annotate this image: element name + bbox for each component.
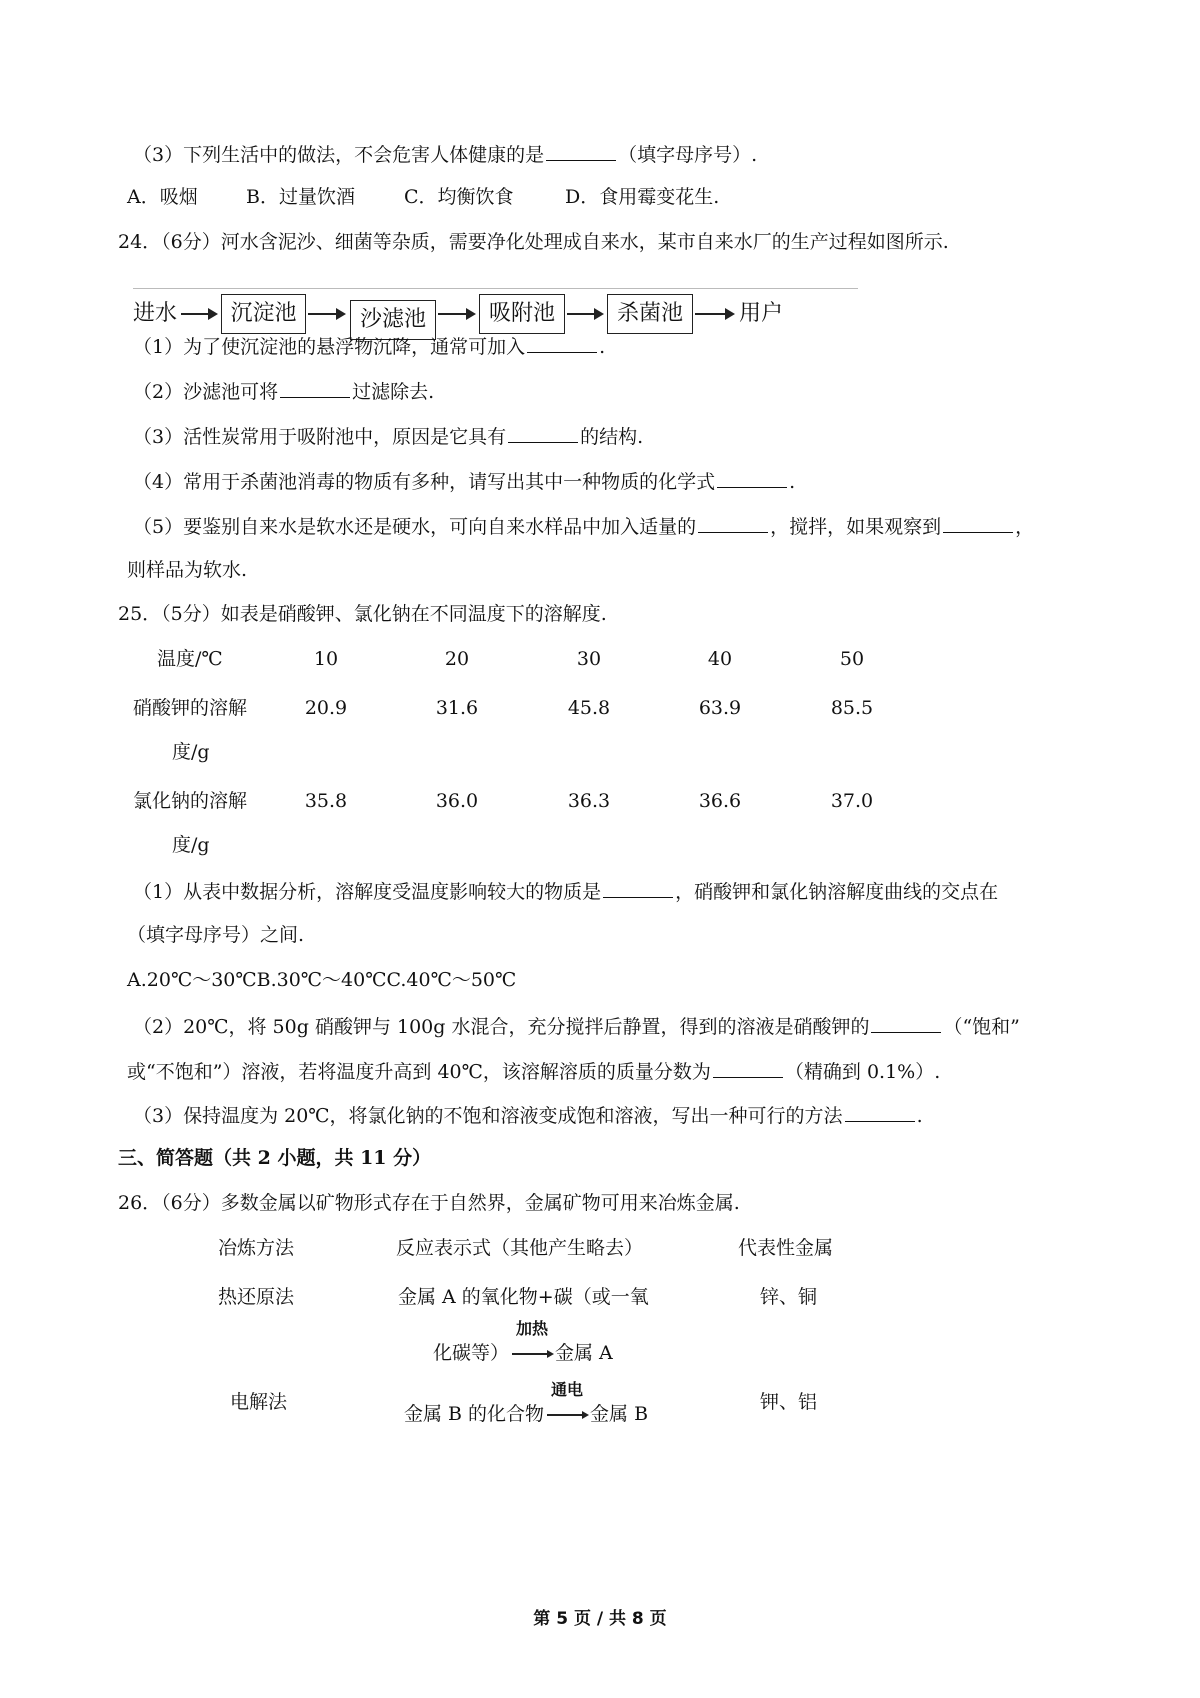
- expr-cell-line2: 化碳等） 加热 金属 A: [433, 1319, 613, 1364]
- q23-part3-tail: （填字母序号）.: [618, 144, 758, 166]
- expr-cell: 金属 B 的化合物 通电 金属 B: [404, 1380, 649, 1425]
- table-temp: 30: [576, 648, 602, 670]
- answer-blank[interactable]: [546, 140, 616, 161]
- answer-blank[interactable]: [508, 422, 578, 443]
- table-header-label: 温度/℃: [157, 648, 223, 670]
- flow-arrow: [695, 313, 733, 315]
- flow-start-label: 进水: [133, 301, 178, 326]
- method-cell: 热还原法: [218, 1286, 295, 1308]
- table-header: 冶炼方法: [218, 1237, 295, 1259]
- table-temp: 50: [839, 648, 865, 670]
- answer-blank[interactable]: [717, 467, 787, 488]
- answer-blank[interactable]: [280, 377, 350, 398]
- q25-part2-line2: 或“不饱和”）溶液，若将温度升高到 40℃，该溶解溶质的质量分数为 （精确到 0.1%）.: [127, 1057, 940, 1085]
- page-footer: 第 5 页 / 共 8 页: [533, 1609, 667, 1629]
- arrow-icon: [512, 1353, 552, 1355]
- table-row-label: 硝酸钾的溶解: [133, 697, 248, 719]
- flow-arrow: [438, 313, 474, 315]
- table-cell: 63.9: [698, 697, 742, 719]
- q24-part5-line2: 则样品为软水.: [127, 559, 248, 581]
- flow-end-label: 用户: [739, 301, 784, 326]
- table-row-label-cont: 度/g: [172, 741, 210, 763]
- metals-cell: 锌、铜: [760, 1286, 818, 1308]
- q23-part3-text: （3）下列生活中的做法，不会危害人体健康的是: [133, 144, 545, 166]
- table-header: 代表性金属: [738, 1237, 834, 1259]
- table-cell: 36.0: [435, 790, 479, 812]
- expr-cell: 金属 A 的氧化物+碳（或一氧: [398, 1286, 649, 1308]
- q23-option-a: A．吸烟: [127, 186, 198, 208]
- q24-stem: 24．（6分）河水含泥沙、细菌等杂质，需要净化处理成自来水，某市自来水厂的生产过程如图所示.: [118, 231, 949, 253]
- table-cell: 36.3: [567, 790, 611, 812]
- flow-arrow: [181, 313, 216, 315]
- q24-part2: （2）沙滤池可将 过滤除去.: [133, 377, 434, 405]
- q25-stem: 25．（5分）如表是硝酸钾、氯化钠在不同温度下的溶解度.: [118, 603, 607, 625]
- table-header: 反应表示式（其他产生略去）: [396, 1237, 644, 1259]
- table-temp: 40: [707, 648, 733, 670]
- q24-part5: （5）要鉴别自来水是软水还是硬水，可向自来水样品中加入适量的 ，搅拌，如果观察到 ，: [133, 512, 1034, 540]
- table-cell: 36.6: [698, 790, 742, 812]
- q25-part1-line2: （填字母序号）之间.: [127, 924, 305, 946]
- reaction-arrow: [545, 1380, 589, 1427]
- flow-arrow: [308, 313, 344, 315]
- answer-blank[interactable]: [603, 877, 673, 898]
- q25-part3: （3）保持温度为 20℃，将氯化钠的不饱和溶液变成饱和溶液，写出一种可行的方法 .: [133, 1101, 923, 1129]
- answer-blank[interactable]: [698, 512, 768, 533]
- q25-part2: （2）20℃，将 50g 硝酸钾与 100g 水混合，充分搅拌后静置，得到的溶液是硝酸钾的 （“饱和”: [133, 1012, 1020, 1040]
- flowchart-rule: [133, 288, 858, 289]
- table-temp: 20: [444, 648, 470, 670]
- q23-option-c: C．均衡饮食: [404, 186, 514, 208]
- condition-label: 加热: [516, 1319, 549, 1338]
- q24-part3: （3）活性炭常用于吸附池中，原因是它具有 的结构.: [133, 422, 643, 450]
- q26-stem: 26．（6分）多数金属以矿物形式存在于自然界，金属矿物可用来冶炼金属.: [118, 1192, 740, 1214]
- table-cell: 85.5: [830, 697, 874, 719]
- q25-part1-options: A.20℃～30℃B.30℃～40℃C.40℃～50℃: [127, 969, 517, 991]
- method-cell: 电解法: [230, 1391, 288, 1413]
- flow-box-sand-filter: 沙滤池: [350, 300, 436, 340]
- answer-blank[interactable]: [527, 332, 597, 353]
- q24-part4: （4）常用于杀菌池消毒的物质有多种，请写出其中一种物质的化学式 .: [133, 467, 795, 495]
- table-cell: 45.8: [567, 697, 611, 719]
- arrow-icon: [547, 1414, 587, 1416]
- flow-box-sterilization: 杀菌池: [607, 294, 693, 334]
- answer-blank[interactable]: [871, 1012, 941, 1033]
- answer-blank[interactable]: [713, 1057, 783, 1078]
- metals-cell: 钾、铝: [760, 1391, 818, 1413]
- flow-box-sedimentation: 沉淀池: [221, 294, 306, 334]
- table-cell: 20.9: [304, 697, 348, 719]
- table-row-label-cont: 度/g: [172, 834, 210, 856]
- table-cell: 37.0: [830, 790, 874, 812]
- q24-part1: （1）为了使沉淀池的悬浮物沉降，通常可加入 .: [133, 332, 605, 360]
- table-row-label: 氯化钠的溶解: [133, 790, 248, 812]
- reaction-arrow: [510, 1319, 554, 1366]
- table-temp: 10: [313, 648, 339, 670]
- q23-part3: [133, 140, 757, 168]
- q23-option-b: B．过量饮酒: [246, 186, 355, 208]
- condition-label: 通电: [551, 1380, 584, 1399]
- answer-blank[interactable]: [943, 512, 1013, 533]
- flow-arrow: [567, 313, 602, 315]
- q25-part1: （1）从表中数据分析，溶解度受温度影响较大的物质是 ，硝酸钾和氯化钠溶解度曲线的交点在: [133, 877, 998, 905]
- table-cell: 35.8: [304, 790, 348, 812]
- section-heading: 三、简答题（共 2 小题，共 11 分）: [118, 1147, 432, 1169]
- q23-option-d: D．食用霉变花生.: [565, 186, 720, 208]
- flow-box-adsorption: 吸附池: [479, 294, 565, 334]
- table-cell: 31.6: [435, 697, 479, 719]
- answer-blank[interactable]: [845, 1101, 915, 1122]
